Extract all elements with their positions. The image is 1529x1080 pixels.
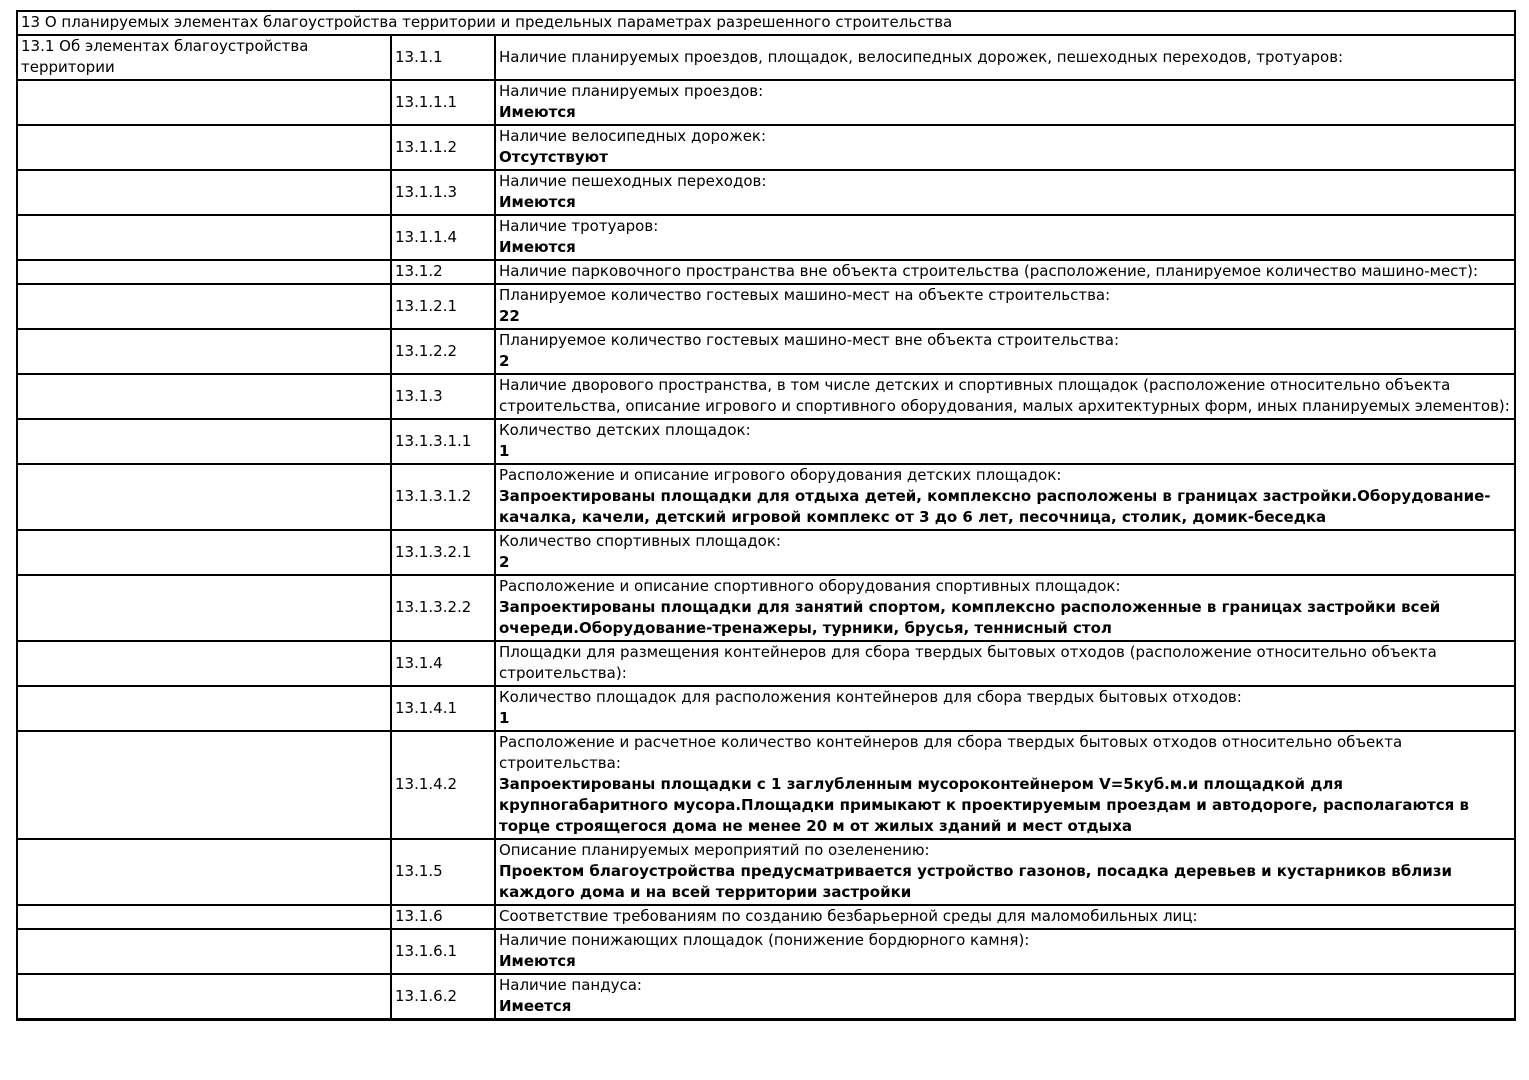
row-label: Площадки для размещения контейнеров для сбора твердых бытовых отходов (расположение относительно объекта строительства): (499, 643, 1437, 682)
row-code: 13.1.5 (391, 839, 495, 905)
row-group-cell: 13.1 Об элементах благоустройства территории (17, 35, 391, 80)
row-value: Имеются (499, 103, 576, 121)
row-label: Наличие тротуаров: (499, 217, 659, 235)
row-code: 13.1.6.2 (391, 974, 495, 1020)
row-description-cell (495, 929, 1515, 974)
row-label: Количество детских площадок: (499, 421, 751, 439)
row-label: Расположение и описание спортивного оборудования спортивных площадок: (499, 577, 1121, 595)
row-value: Имеется (499, 997, 572, 1015)
row-description-cell (495, 575, 1515, 641)
table-row (17, 839, 1515, 905)
row-label: Наличие дворового пространства, в том числе детских и спортивных площадок (расположение относительно объекта строительства, описание игрового и спортивного оборудования, малых архитектурных форм, иных планируемых элементов): (499, 376, 1510, 415)
row-value: 1 (499, 442, 510, 460)
row-code: 13.1.3 (391, 374, 495, 419)
row-label: Наличие пандуса: (499, 976, 642, 994)
row-code: 13.1.3.1.2 (391, 464, 495, 530)
row-group-cell (17, 575, 391, 641)
row-value: Запроектированы площадки для занятий спортом, комплексно расположенные в границах застройки всей очереди.Оборудование-тренажеры, турники, брусья, теннисный стол (499, 598, 1441, 637)
table-row (17, 35, 1515, 80)
table-row (17, 929, 1515, 974)
section-header-row (17, 11, 1515, 35)
row-label: Соответствие требованиям по созданию безбарьерной среды для маломобильных лиц: (499, 907, 1198, 925)
row-description-cell (495, 419, 1515, 464)
row-label: Наличие пешеходных переходов: (499, 172, 767, 190)
table-row (17, 464, 1515, 530)
row-code: 13.1.2.2 (391, 329, 495, 374)
row-description-cell (495, 839, 1515, 905)
row-description-cell (495, 284, 1515, 329)
row-description-cell (495, 125, 1515, 170)
row-code: 13.1.4 (391, 641, 495, 686)
row-group-cell (17, 260, 391, 284)
table-body (17, 11, 1515, 1020)
row-value: Имеются (499, 238, 576, 256)
row-group-cell (17, 80, 391, 125)
row-value: Запроектированы площадки для отдыха детей, комплексно расположены в границах застройки.Оборудование-качалка, качели, детский игровой комплекс от 3 до 6 лет, песочница, столик, домик-беседка (499, 487, 1491, 526)
row-code: 13.1.3.1.1 (391, 419, 495, 464)
row-description-cell (495, 374, 1515, 419)
table-row (17, 329, 1515, 374)
row-group-cell (17, 215, 391, 260)
row-label: Наличие велосипедных дорожек: (499, 127, 767, 145)
row-code: 13.1.4.1 (391, 686, 495, 731)
row-description-cell (495, 260, 1515, 284)
row-group-cell (17, 905, 391, 929)
row-group-cell (17, 284, 391, 329)
row-label: Расположение и расчетное количество контейнеров для сбора твердых бытовых отходов относительно объекта строительства: (499, 733, 1403, 772)
row-description-cell (495, 974, 1515, 1020)
row-description-cell (495, 641, 1515, 686)
table-row (17, 260, 1515, 284)
row-group-cell (17, 839, 391, 905)
table-row (17, 284, 1515, 329)
row-value: Имеются (499, 952, 576, 970)
row-value: Проектом благоустройства предусматривается устройство газонов, посадка деревьев и кустарников вблизи каждого дома и на всей территории застройки (499, 862, 1452, 901)
row-code: 13.1.1.4 (391, 215, 495, 260)
row-value: 2 (499, 352, 510, 370)
row-value: Имеются (499, 193, 576, 211)
table-row (17, 419, 1515, 464)
table-row (17, 686, 1515, 731)
row-label: Планируемое количество гостевых машино-мест вне объекта строительства: (499, 331, 1119, 349)
table-row (17, 575, 1515, 641)
row-value: Отсутствуют (499, 148, 608, 166)
row-description-cell (495, 80, 1515, 125)
row-label: Планируемое количество гостевых машино-мест на объекте строительства: (499, 286, 1111, 304)
row-code: 13.1.1 (391, 35, 495, 80)
table-row (17, 170, 1515, 215)
table-row (17, 641, 1515, 686)
row-group-cell (17, 974, 391, 1020)
row-description-cell (495, 329, 1515, 374)
row-group-cell (17, 731, 391, 839)
row-group-cell (17, 929, 391, 974)
row-code: 13.1.6 (391, 905, 495, 929)
row-label: Описание планируемых мероприятий по озеленению: (499, 841, 930, 859)
section-header: 13 О планируемых элементах благоустройства территории и предельных параметрах разрешенного строительства (17, 11, 1515, 35)
row-code: 13.1.1.1 (391, 80, 495, 125)
row-code: 13.1.2 (391, 260, 495, 284)
row-group-cell (17, 170, 391, 215)
table-row (17, 215, 1515, 260)
row-value: Запроектированы площадки с 1 заглубленным мусороконтейнером V=5куб.м.и площадкой для крупногабаритного мусора.Площадки примыкают к проектируемым проездам и автодороге, располагаются в торце строящегося дома не менее 20 м от жилых зданий и мест отдыха (499, 775, 1469, 835)
row-group-cell (17, 530, 391, 575)
row-code: 13.1.3.2.1 (391, 530, 495, 575)
table-row (17, 905, 1515, 929)
row-code: 13.1.6.1 (391, 929, 495, 974)
row-group-cell (17, 464, 391, 530)
row-label: Расположение и описание игрового оборудования детских площадок: (499, 466, 1062, 484)
row-label: Наличие понижающих площадок (понижение бордюрного камня): (499, 931, 1030, 949)
row-code: 13.1.3.2.2 (391, 575, 495, 641)
row-group-cell (17, 686, 391, 731)
row-description-cell (495, 464, 1515, 530)
row-code: 13.1.4.2 (391, 731, 495, 839)
row-description-cell (495, 215, 1515, 260)
table-row (17, 530, 1515, 575)
row-group-cell (17, 641, 391, 686)
row-value: 2 (499, 553, 510, 571)
row-description-cell (495, 530, 1515, 575)
table-row (17, 80, 1515, 125)
row-description-cell (495, 170, 1515, 215)
row-value: 1 (499, 709, 510, 727)
row-description-cell (495, 905, 1515, 929)
row-code: 13.1.1.2 (391, 125, 495, 170)
declaration-table (16, 10, 1516, 1021)
row-description-cell (495, 686, 1515, 731)
row-label: Наличие планируемых проездов, площадок, велосипедных дорожек, пешеходных переходов, тротуаров: (499, 47, 1344, 66)
row-label: Количество площадок для расположения контейнеров для сбора твердых бытовых отходов: (499, 688, 1242, 706)
table-row (17, 125, 1515, 170)
row-description-cell (495, 731, 1515, 839)
row-label: Наличие парковочного пространства вне объекта строительства (расположение, планируемое количество машино-мест): (499, 262, 1479, 280)
table-row (17, 974, 1515, 1020)
row-group-cell (17, 374, 391, 419)
row-group-cell (17, 329, 391, 374)
table-row (17, 374, 1515, 419)
row-label: Количество спортивных площадок: (499, 532, 781, 550)
row-code: 13.1.1.3 (391, 170, 495, 215)
row-value: 22 (499, 307, 520, 325)
table-row (17, 731, 1515, 839)
row-description-cell (495, 35, 1515, 80)
row-group-cell (17, 419, 391, 464)
row-label: Наличие планируемых проездов: (499, 82, 764, 100)
row-code: 13.1.2.1 (391, 284, 495, 329)
row-group-cell (17, 125, 391, 170)
